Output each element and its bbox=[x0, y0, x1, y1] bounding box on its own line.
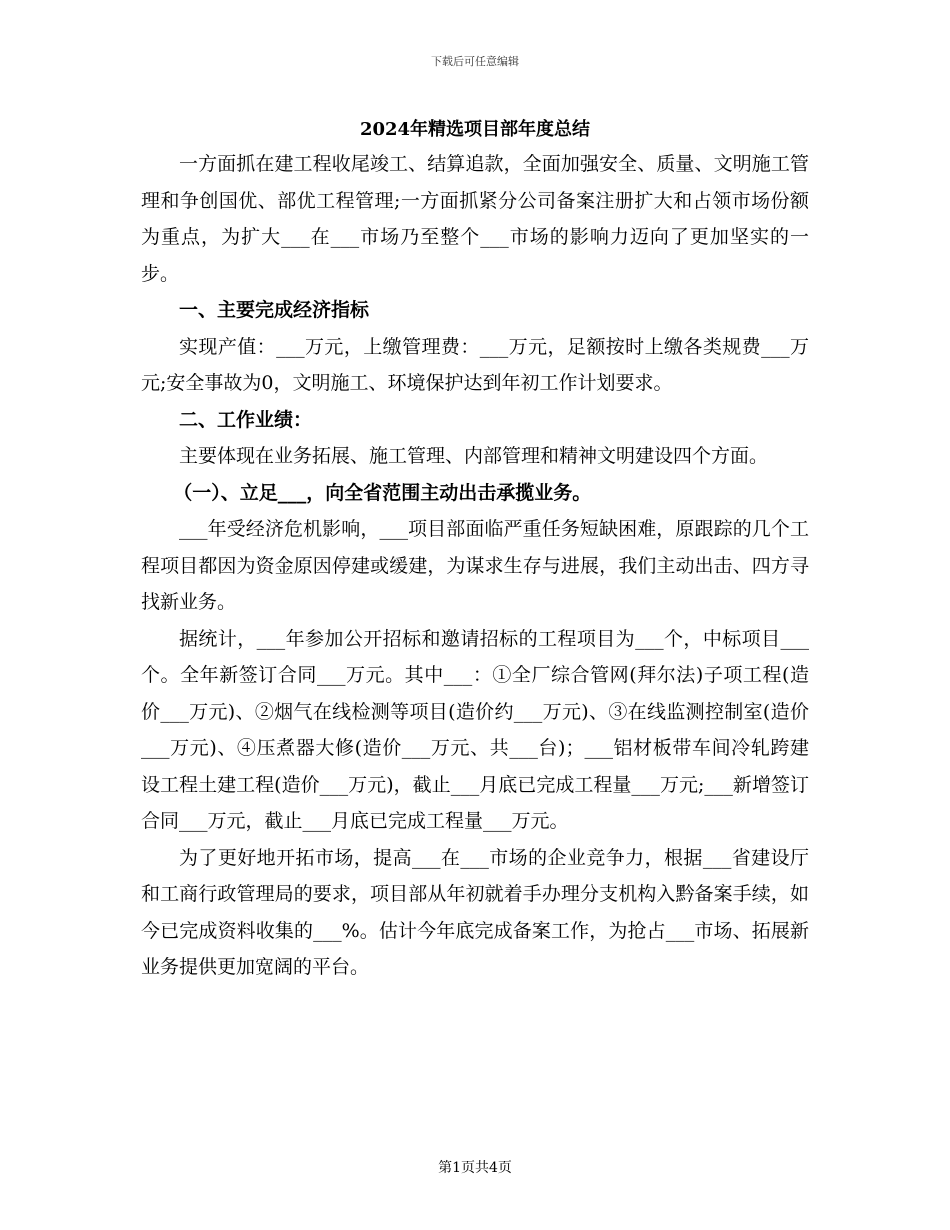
header-note: 下载后可任意编辑 bbox=[431, 55, 519, 68]
section-heading-economic-indicators: 一、主要完成经济指标 bbox=[179, 299, 370, 321]
paragraph-economic-indicators: 实现产值：___万元，上缴管理费：___万元，足额按时上缴各类规费___万元;安全事故为0，文明施工、环境保护达到年初工作计划要求。 bbox=[141, 335, 809, 394]
paragraph-intro: 一方面抓在建工程收尾竣工、结算追款，全面加强安全、质量、文明施工管理和争创国优、部优工程管理;一方面抓紧分公司备案注册扩大和占领市场份额为重点，为扩大___在___市场乃至整个___市场的影响力迈向了更加坚实的一步。 bbox=[141, 153, 809, 285]
document-title: 2024年精选项目部年度总结 bbox=[359, 119, 591, 140]
section-heading-work-achievements: 二、工作业绩： bbox=[179, 408, 313, 431]
paragraph-achievements-summary: 主要体现在业务拓展、施工管理、内部管理和精神文明建设四个方面。 bbox=[179, 445, 769, 467]
subsection-heading-business-expansion: （一）、立足___，向全省范围主动出击承揽业务。 bbox=[173, 481, 592, 504]
paragraph-market-expansion: 为了更好地开拓市场，提高___在___市场的企业竞争力，根据___省建设厅和工商行政管理局的要求，项目部从年初就着手办理分支机构入黔备案手续，如今已完成资料收集的___%。估计今年底完成备案工作，为抢占___市场、拓展新业务提供更加宽阔的平台。 bbox=[141, 846, 809, 978]
page-number: 第1页共4页 bbox=[438, 1160, 512, 1176]
paragraph-statistics: 据统计，___年参加公开招标和邀请招标的工程项目为___个，中标项目___个。全年新签订合同___万元。其中___：①全厂综合管网(拜尔法)子项工程(造价___万元)、②烟气在线检测等项目(造价约___万元)、③在线监测控制室(造价___万元)、④压煮器大修(造价___万元、共___台)；___铝材板带车间冷轧跨建设工程土建工程(造价___万元)，截止___月底已完成工程量___万元;___新增签订合同___万元，截止___月底已完成工程量___万元。 bbox=[141, 627, 809, 832]
document-body bbox=[141, 146, 809, 986]
paragraph-economic-crisis: ___年受经济危机影响，___项目部面临严重任务短缺困难，原跟踪的几个工程项目都因为资金原因停建或缓建，为谋求生存与进展，我们主动出击、四方寻找新业务。 bbox=[141, 518, 809, 613]
